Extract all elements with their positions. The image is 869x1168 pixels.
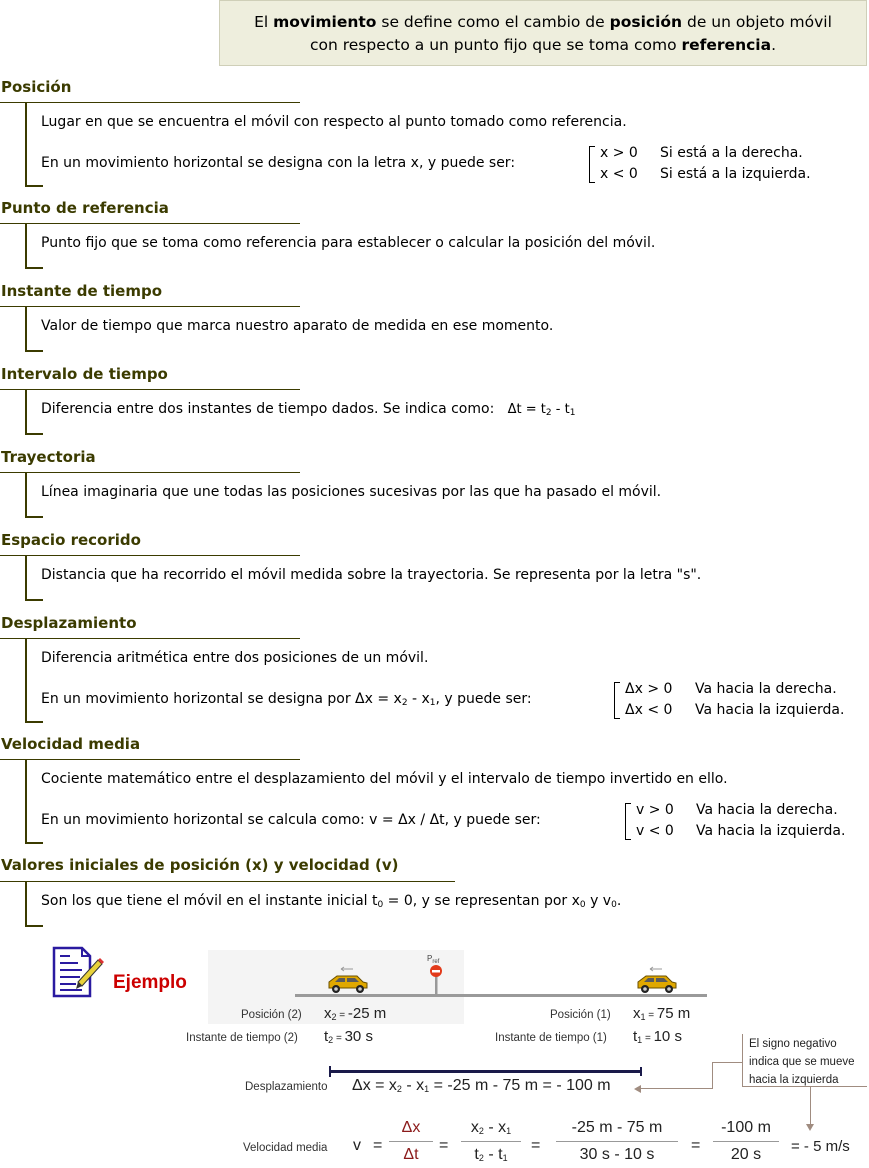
note-arrow-line [810,1086,811,1126]
intervalo-definition: Diferencia entre dos instantes de tiempo dados. Se indica como: $\Delta t = t_2 - t_1$ [41,401,576,418]
section-rule [0,638,300,639]
section-rule [0,555,300,556]
time-1-value: $t_1 = 10$ s [633,1028,682,1045]
velocidad-definition: Cociente matemático entre el desplazamiento del móvil y el intervalo de tiempo invertido en ello. [41,771,728,787]
fraction-result: $\frac{-100 m}{20 s}$ [713,1119,779,1164]
posicion-definition: Lugar en que se encuentra el móvil con respecto al punto tomado como referencia. [41,114,627,130]
note-arrow-head [634,1085,641,1093]
section-title-velocidad: Velocidad media [1,735,141,753]
section-title-posicion: Posición [1,78,72,96]
displacement-arrow-end [640,1067,642,1076]
displacement-label: Desplazamiento [245,1081,328,1093]
note-left-border [742,1034,743,1086]
fraction-values: $\frac{-25 m - 75 m}{30 s - 10 s}$ [556,1119,678,1164]
time-2-label: Instante de tiempo (2) [186,1032,298,1044]
section-rule [0,759,300,760]
section-title-intervalo: Intervalo de tiempo [1,365,168,383]
case-row: v > 0 Va hacia la derecha. [636,802,838,818]
position-1-value: $x_1 = 75$ m [633,1005,691,1022]
section-rule [0,881,455,882]
posicion-horizontal: En un movimiento horizontal se designa con la letra x, y puede ser: [41,155,516,171]
section-title-instante: Instante de tiempo [1,282,163,300]
displacement-formula: $\Delta x = x_2 - x_1 = -25$ m - 75 m = - 100 m [352,1077,611,1094]
case-row: v < 0 Va hacia la izquierda. [636,823,846,839]
case-row: Δx < 0 Va hacia la izquierda. [625,702,845,718]
section-title-valores-iniciales: Valores iniciales de posición (x) y velocidad (v) [1,856,399,874]
reference-point-label: $P_{ref}$ [427,954,440,965]
valores-iniciales-definition: Son los que tiene el móvil en el instante inicial $t_0 = 0$, y se representan por $x_0$ y $v_0$. [41,893,622,910]
velocity-v: v [353,1137,361,1154]
position-2-value: $x_2 = -25$ m [324,1005,387,1022]
note-connector [712,1062,742,1063]
intro-line-1: El movimiento se define como el cambio de posición de un objeto móvil [254,13,832,31]
instante-definition: Valor de tiempo que marca nuestro aparato de medida en ese momento. [41,318,554,334]
trayectoria-definition: Línea imaginaria que une todas las posiciones sucesivas por las que ha pasado el móvil. [41,484,662,500]
section-title-desplazamiento: Desplazamiento [1,614,137,632]
equals-sign: = [531,1137,541,1154]
intro-line-2: con respecto a un punto fijo que se toma como referencia. [309,36,777,54]
equals-sign: = [691,1137,701,1154]
equals-sign: = [439,1137,449,1154]
section-title-espacio: Espacio recorido [1,531,141,549]
section-rule [0,389,300,390]
velocidad-horizontal: En un movimiento horizontal se calcula como: v = Δx / Δt, y puede ser: [41,812,541,828]
case-row: Δx > 0 Va hacia la derecha. [625,681,837,697]
section-rule [0,102,300,103]
desplazamiento-horizontal: En un movimiento horizontal se designa por $\Delta x = x_2 - x_1$, y puede ser: [41,691,532,708]
position-1-label: Posición (1) [550,1009,611,1021]
example-label: Ejemplo [113,972,187,993]
section-rule [0,306,300,307]
note-connector [712,1062,713,1089]
car-icon [634,966,678,996]
desplazamiento-definition: Diferencia aritmética entre dos posiciones de un móvil. [41,650,429,666]
velocidad-cases [625,800,845,842]
fraction-x-over-t: $\frac{x_2 - x_1}{t_2 - t_1}$ [461,1119,521,1164]
desplazamiento-cases [614,679,844,721]
note-arrow-head [806,1124,814,1131]
velocity-result: = - 5 m/s [791,1138,850,1155]
note-text: El signo negativo indica que se mueve hacia la izquierda [749,1038,855,1086]
case-row: x < 0 Si está a la izquierda. [600,166,811,182]
section-rule [0,472,300,473]
posicion-cases [589,143,811,185]
intro-box [219,0,867,66]
time-1-label: Instante de tiempo (1) [495,1032,607,1044]
section-title-punto-referencia: Punto de referencia [1,199,169,217]
notepad-pencil-icon [52,946,104,998]
intervalo-formula: $\Delta t = t_2 - t_1$ [507,402,576,418]
time-2-value: $t_2 = 30$ s [324,1028,373,1045]
case-row: x > 0 Si está a la derecha. [600,145,803,161]
note-bottom-border [742,1086,867,1087]
section-title-trayectoria: Trayectoria [1,448,96,466]
fraction-delta-x-over-delta-t: $\frac{\Delta x}{\Delta t}$ [389,1119,433,1164]
displacement-arrow-start [329,1066,331,1077]
note-arrow-line [640,1088,712,1089]
position-2-label: Posición (2) [241,1009,302,1021]
car-icon [325,966,369,996]
section-rule [0,223,300,224]
reference-post-icon [429,964,443,996]
velocity-label: Velocidad media [243,1142,328,1154]
punto-referencia-definition: Punto fijo que se toma como referencia para establecer o calcular la posición del móvil. [41,235,656,251]
equals-sign: = [373,1137,383,1154]
displacement-arrow [330,1070,641,1073]
espacio-definition: Distancia que ha recorrido el móvil medida sobre la trayectoria. Se representa por la letra "s". [41,567,702,583]
